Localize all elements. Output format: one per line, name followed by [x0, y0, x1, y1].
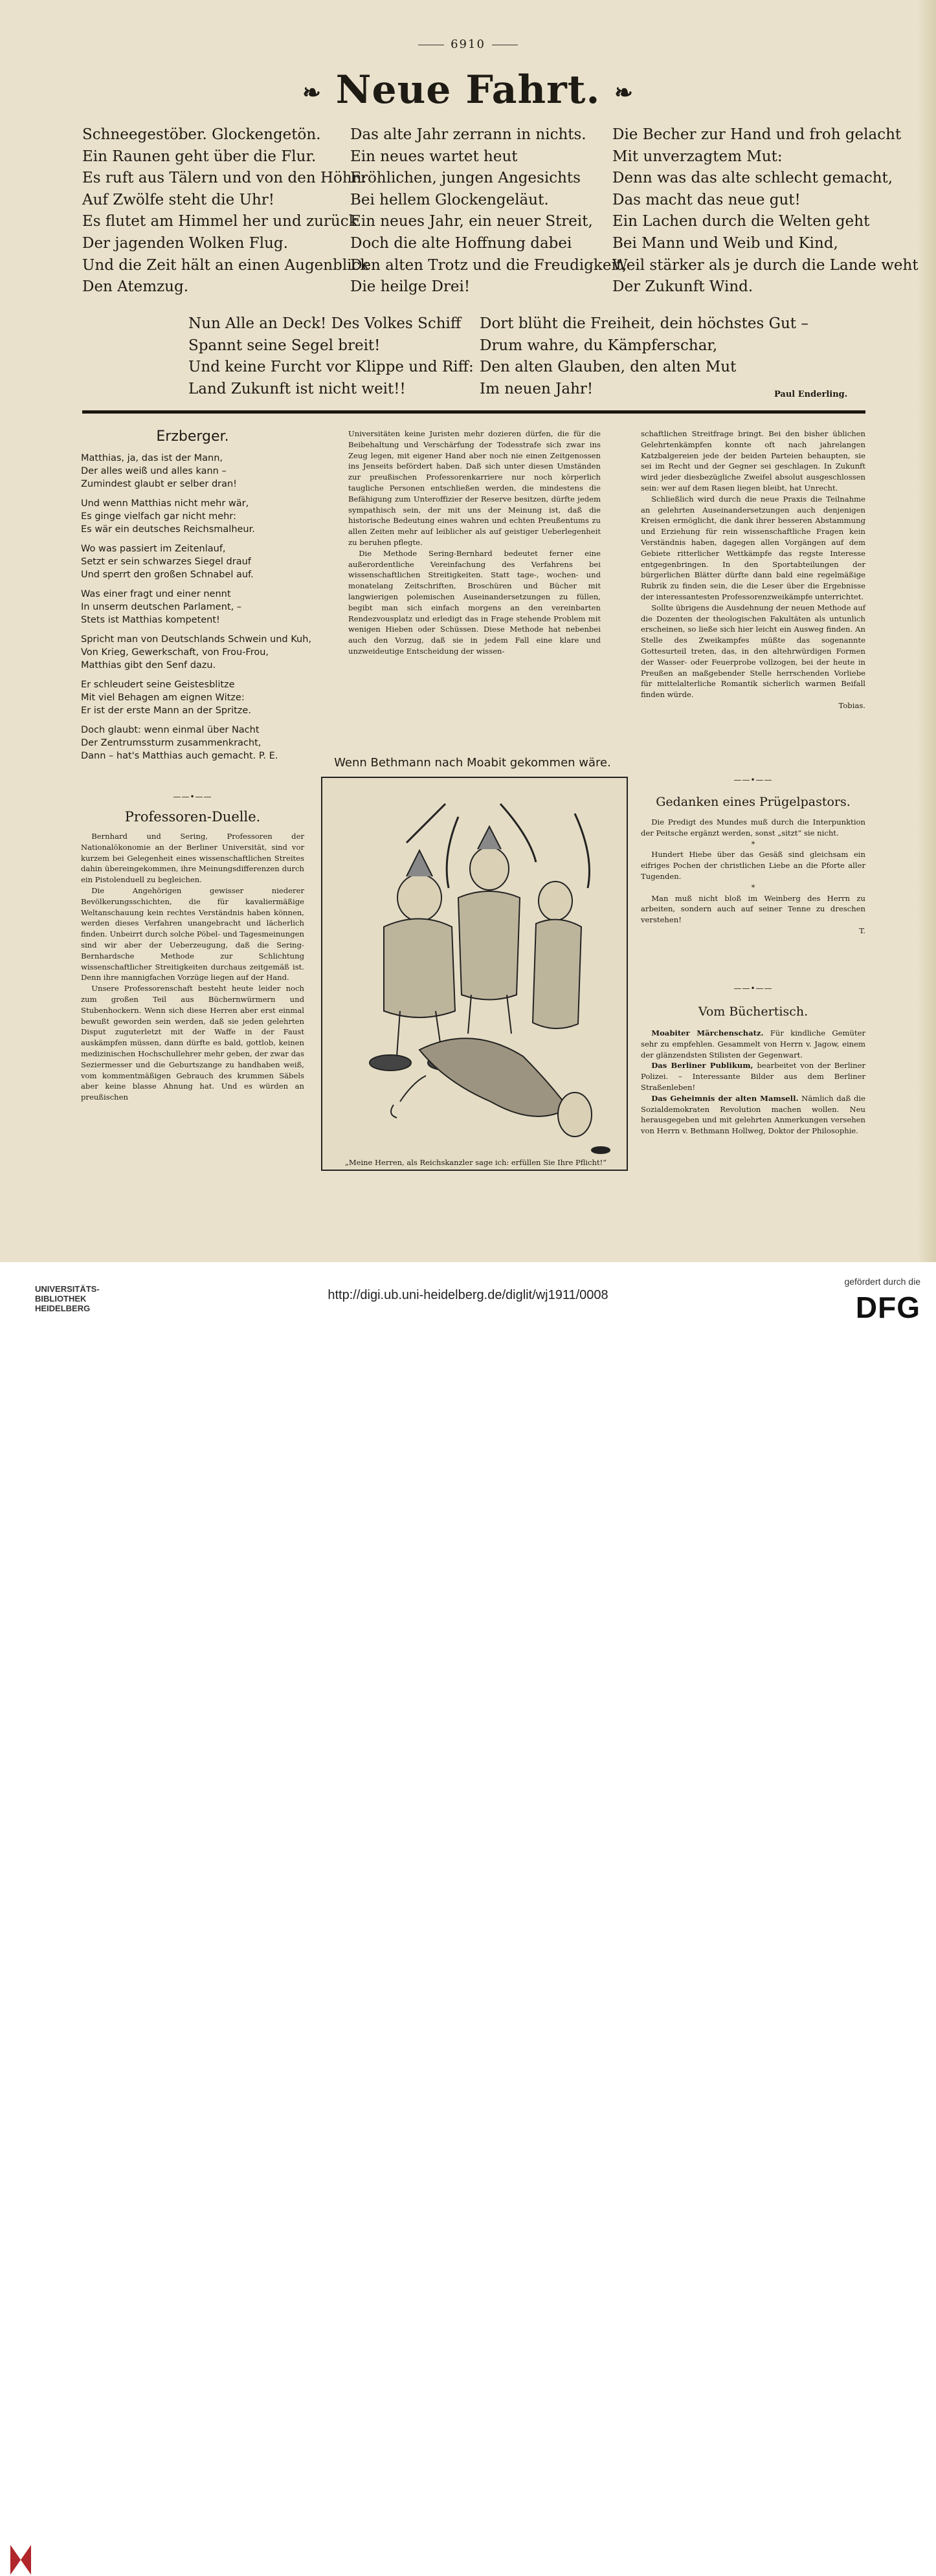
cartoon-image [322, 778, 627, 1170]
erzberger-poem [81, 452, 312, 769]
poem-line: Den alten Trotz und die Freudigkeit, [350, 256, 627, 274]
poem-line: Den alten Glauben, den alten Mut [480, 359, 737, 376]
poem-line: Das macht das neue gut! [612, 191, 801, 208]
book-desc: Für kindliche Gemüter sehr zu empfehlen. Gesammelt von Herrn v. Jagow, einem der glänzendsten Stilisten der Gegenwart. [641, 1028, 865, 1060]
poem-line: Es ruft aus Tälern und von den Höhn: [82, 170, 367, 187]
page-number [0, 38, 936, 51]
paragraph: Schließlich wird durch die neue Praxis die Teilnahme an gelehrten Auseinandersetzungen auch denjenigen Kreisen ermöglicht, die dank ihrer besseren Abstammung und Erziehung für rein wissenschaftliche Fragen kein Verständnis haben, dagegen allen Vorgängen auf dem Gebiete ritterlicher Wettkämpfe das regste Interesse entgegenbringen. In den Sportabteilungen der bürgerlichen Blätter dürfte dann bald eine regelmäßige Rubrik zu finden sein, die die Leser über die Ergebnisse der interessantesten Professorenzweikämpfe unterrichtet. [641, 494, 865, 601]
poem-final-column-1 [188, 313, 474, 400]
newspaper-page [0, 0, 936, 1262]
poem-line: Ein Lachen durch die Welten geht [612, 213, 870, 230]
stanza [81, 588, 304, 627]
poem-line: Der Zukunft Wind. [612, 278, 753, 296]
duelle-column-3 [641, 428, 865, 711]
page-number-text: 6910 [451, 38, 485, 51]
poem-line: Doch die alte Hoffnung dabei [350, 234, 572, 252]
poem-line: Der alles weiß und alles kann – [81, 466, 227, 476]
dfg-logo: DFG [855, 1291, 920, 1324]
book-entry [641, 1028, 865, 1060]
separator: ——•—— [173, 792, 212, 801]
poem-line: Schneegestöber. Glockengetön. [82, 126, 321, 143]
main-title-text: Neue Fahrt. [335, 67, 601, 113]
poem-line: Spannt seine Segel breit! [188, 337, 381, 354]
cartoon-illustration [321, 777, 628, 1171]
ornament-left-icon: ❧ [302, 80, 322, 106]
duelle-heading: Professoren-Duelle. [124, 809, 261, 825]
duelle-column-1 [81, 831, 304, 1103]
poem-line: Ein neues Jahr, ein neuer Streit, [350, 213, 593, 230]
page-edge-shadow [918, 0, 936, 1262]
erzberger-heading: Erzberger. [156, 428, 229, 445]
source-url[interactable]: http://digi.ub.uni-heidelberg.de/diglit/wj1911/0008 [328, 1288, 608, 1302]
stanza [81, 633, 312, 672]
book-title: Moabiter Märchenschatz. [651, 1028, 764, 1038]
poem-line: Bei hellem Glockengeläut. [350, 191, 549, 208]
poem-line: Das alte Jahr zerrann in nichts. [350, 126, 586, 143]
main-title [0, 67, 936, 113]
poem-line: Ein neues wartet heut [350, 148, 518, 165]
paragraph: Universitäten keine Juristen mehr dozieren dürfen, die für die Beibehaltung und Verschärfung der Todesstrafe sich zwar ins Zeug legen, mit eigener Hand aber noch nie einen Zeitgenossen ins Jenseits befördert haben. Daß sich unter diesen Umständen zur preußischen Professorenkarriere nur noch körperlich taugliche Personen entschließen werden, die mindestens die Befähigung zum Unteroffizier der Reserve besitzen, dürfte jedem sympathisch sein, der mit uns der Meinung ist, daß die historische Bedeutung eines wahren und echten Preußentums zu allen Zeiten mehr auf leiblicher als auf geistiger Ueberlegenheit zu beruhen pflegte. [348, 429, 601, 547]
cartoon-caption: „Meine Herren, als Reichskanzler sage ich: erfüllen Sie Ihre Pflicht!“ [344, 1158, 607, 1167]
poem-line: Nun Alle an Deck! Des Volkes Schiff [188, 315, 462, 332]
poem-line: Stets ist Matthias kompetent! [81, 615, 220, 625]
poem-line: Es ginge vielfach gar nicht mehr: [81, 511, 236, 522]
stanza [81, 678, 304, 717]
poem-line: Auf Zwölfe steht die Uhr! [82, 191, 275, 208]
pruegel-text [641, 817, 865, 937]
poem-line: Er schleudert seine Geistesblitze [81, 680, 235, 690]
book-desc: Nämlich daß die Sozialdemokraten Revolution machen wollen. Neu herausgegeben und mit gelehrten Anmerkungen versehen von Herrn v. Bethmann Hollweg, Doktor der Philosophie. [641, 1093, 865, 1136]
poem-line: Land Zukunft ist nicht weit!! [188, 380, 406, 397]
poem-line: Spricht man von Deutschlands Schwein und Kuh, [81, 634, 312, 645]
ornament-right-icon: ❧ [614, 80, 634, 106]
aphorism: Hundert Hiebe über das Gesäß sind gleichsam ein eifriges Pochen der christlichen Liebe an die Pforte aller Tugenden. [641, 850, 865, 881]
paragraph: Unsere Professorenschaft besteht heute leider noch zum großen Teil aus Büchernwürmern und Stubenhockern. Wenn sich diese Herren aber erst einmal bewußt geworden sein werden, daß sie jeden gelehrten Disput zuguterletzt mit der Waffe in der Faust auskämpfen müssen, dann dürfte es bald, gottlob, keinen medizinischen Hochschullehrer mehr geben, der zwar das Seziermesser und die Geburtszange zu handhaben weiß, vom kommentmäßigen Gebrauch des krummen Säbels aber keine blasse Ahnung hat. Und es würden an preußischen [81, 984, 304, 1102]
stanza [81, 497, 304, 536]
poem-line: Der jagenden Wolken Flug. [82, 234, 288, 252]
stanza [81, 724, 304, 762]
section-divider-rule [82, 410, 865, 414]
poem-final-column-2 [480, 313, 808, 400]
poem-line: Drum wahre, du Kämpferschar, [480, 337, 718, 354]
poem-line: Matthias gibt den Senf dazu. [81, 660, 216, 671]
book-title: Das Berliner Publikum, [651, 1061, 753, 1071]
paragraph: Bernhard und Sering, Professoren der Nationalökonomie an der Berliner Universität, sind vor kurzem bei Gelegenheit eines wissenschaftlichen Streites dahin übereingekommen, ihre Meinungsdifferenzen durch ein Pistolenduell zu begleichen. [81, 832, 304, 885]
poem-line: Ein Raunen geht über die Flur. [82, 148, 317, 165]
paragraph: Die Angehörigen gewisser niederer Bevölkerungsschichten, die für kavaliermäßige Weltanschauung kein rechtes Verständnis haben können, werden dieses Verfahren unangebracht und lächerlich finden. Unbeirrt durch solche Pöbel- und Tagesmeinungen sind wir aber der Ueberzeugung, daß die Sering-Bernhardsche Methode zur Schlichtung wissenschaftlicher Streitigkeiten durchaus zeitgemäß ist. Denn ihre mannigfachen Vorzüge liegen auf der Hand. [81, 885, 304, 983]
separator: ——•—— [733, 984, 773, 993]
book-title: Das Geheimnis der alten Mamsell. [651, 1093, 799, 1103]
paragraph: Sollte übrigens die Ausdehnung der neuen Methode auf die Dozenten der theologischen Fakultäten als untunlich erscheinen, so ließe sich hier leicht ein Ausweg finden. An Stelle des Zweikampfes müßte das sogenannte Gottesurteil treten, das, in den altehrwürdigen Formen der Wasser- oder Feuerprobe vollzogen, bei der heute in Preußen an maßgebender Stelle herrschenden Vorliebe für mittelalterliche Romantik sicherlich warmen Beifall finden würde. [641, 603, 865, 700]
duelle-author: Tobias. [838, 700, 865, 710]
poem-line: Er ist der erste Mann an der Spritze. [81, 705, 251, 716]
poem-line: Die Becher zur Hand und froh gelacht [612, 126, 902, 143]
poem-line: Setzt er sein schwarzes Siegel drauf [81, 557, 251, 567]
aphorism: Die Predigt des Mundes muß durch die Interpunktion der Peitsche ergänzt werden, sonst „sitzt“ sie nicht. [641, 817, 865, 838]
poem-line: Der Zentrumssturm zusammenkracht, [81, 738, 262, 748]
poem-line: Mit viel Behagen am eignen Witze: [81, 693, 245, 703]
pruegel-heading: Gedanken eines Prügelpastors. [656, 795, 851, 809]
paragraph: Die Methode Sering-Bernhard bedeutet ferner eine außerordentliche Vereinfachung des Verfahrens bei wissenschaftlichen Streitigkeiten. Statt tage-, wochen- und monatelang Zeitschriften, Broschüren und Bücher mit langwierigen polemischen Auseinandersetzungen zu füllen, begibt man sich einfach morgens an den vereinbarten Rendezvousplatz und erledigt das in Frage stehende Problem mit wenigen Hieben oder Schüssen. Diese Methode hat nebenbei auch den Vorzug, daß sie in jedem Fall eine klare und unzweideutige Entscheidung der wissen- [348, 548, 601, 656]
pruegel-author: T. [859, 926, 865, 935]
star: * [751, 839, 755, 849]
poem-line: Und die Zeit hält an einen Augenblick [82, 256, 370, 274]
library-line: UNIVERSITÄTS- [35, 1284, 100, 1294]
poem-line: Fröhlichen, jungen Angesichts [350, 170, 581, 187]
poem-line: Doch glaubt: wenn einmal über Nacht [81, 725, 260, 735]
aphorism: Man muß nicht bloß im Weinberg des Herrn zu arbeiten, sondern auch auf seiner Tenne zu dreschen verstehen! [641, 893, 865, 925]
poem-column-1 [82, 124, 369, 298]
library-logo-icon [9, 2544, 32, 2576]
book-desc: bearbeitet von der Berliner Polizei. – Interessante Bilder aus dem Berliner Straßenleben! [641, 1061, 865, 1092]
stanza [81, 542, 304, 581]
stanza [81, 452, 304, 491]
poem-line: Weil stärker als je durch die Lande weht [612, 256, 919, 274]
poem-line: Den Atemzug. [82, 278, 189, 296]
poem-line: Und wenn Matthias nicht mehr wär, [81, 498, 249, 509]
poem-line: Bei Mann und Weib und Kind, [612, 234, 838, 252]
poem-line: Denn was das alte schlecht gemacht, [612, 170, 893, 187]
library-line: HEIDELBERG [35, 1304, 91, 1313]
poem-line: Und keine Furcht vor Klippe und Riff: [188, 359, 474, 376]
poem-line: Dort blüht die Freiheit, dein höchstes Gut – [480, 315, 808, 332]
poem-line: Von Krieg, Gewerkschaft, von Frou-Frou, [81, 647, 269, 658]
poem-line: Es wär ein deutsches Reichsmalheur. [81, 524, 255, 535]
poem-line: Wo was passiert im Zeitenlauf, [81, 544, 226, 554]
book-entry [641, 1060, 865, 1093]
poem-line: Zumindest glaubt er selber dran! [81, 479, 237, 489]
poem-line: Dann – hat's Matthias auch gemacht. P. E. [81, 751, 278, 761]
funded-by-text: gefördert durch die [844, 1276, 920, 1287]
poem-line: Was einer fragt und einer nennt [81, 589, 231, 599]
duelle-column-2 [348, 428, 601, 657]
library-line: BIBLIOTHEK [35, 1294, 87, 1304]
poem-column-2 [350, 124, 627, 298]
poem-line: Es flutet am Himmel her und zurück [82, 213, 358, 230]
poem-author: Paul Enderling. [774, 390, 848, 399]
paragraph: schaftlichen Streitfrage bringt. Bei den bisher üblichen Gelehrtenkämpfen konnte oft nach jahrelangen Katzbalgereien jede der beiden Parteien behaupten, sie sei im Recht und der Gegner sei geschlagen. In Zukunft wird jeder diesbezügliche Zweifel absolut ausgeschlossen sein: wer auf dem Rasen liegen bleibt, hat Unrecht. [641, 429, 865, 493]
poem-line: Mit unverzagtem Mut: [612, 148, 783, 165]
separator: ——•—— [733, 775, 773, 784]
star: * [751, 882, 755, 892]
poem-column-3 [612, 124, 919, 298]
buecher-text [641, 1028, 865, 1137]
poem-line: Matthias, ja, das ist der Mann, [81, 453, 223, 463]
poem-line: Die heilge Drei! [350, 278, 471, 296]
book-entry [641, 1093, 865, 1137]
poem-line: Im neuen Jahr! [480, 380, 594, 397]
cartoon-title: Wenn Bethmann nach Moabit gekommen wäre. [334, 756, 611, 770]
poem-line: Und sperrt den großen Schnabel auf. [81, 570, 254, 580]
poem-line: In unserm deutschen Parlament, – [81, 602, 242, 612]
buecher-heading: Vom Büchertisch. [698, 1005, 808, 1019]
